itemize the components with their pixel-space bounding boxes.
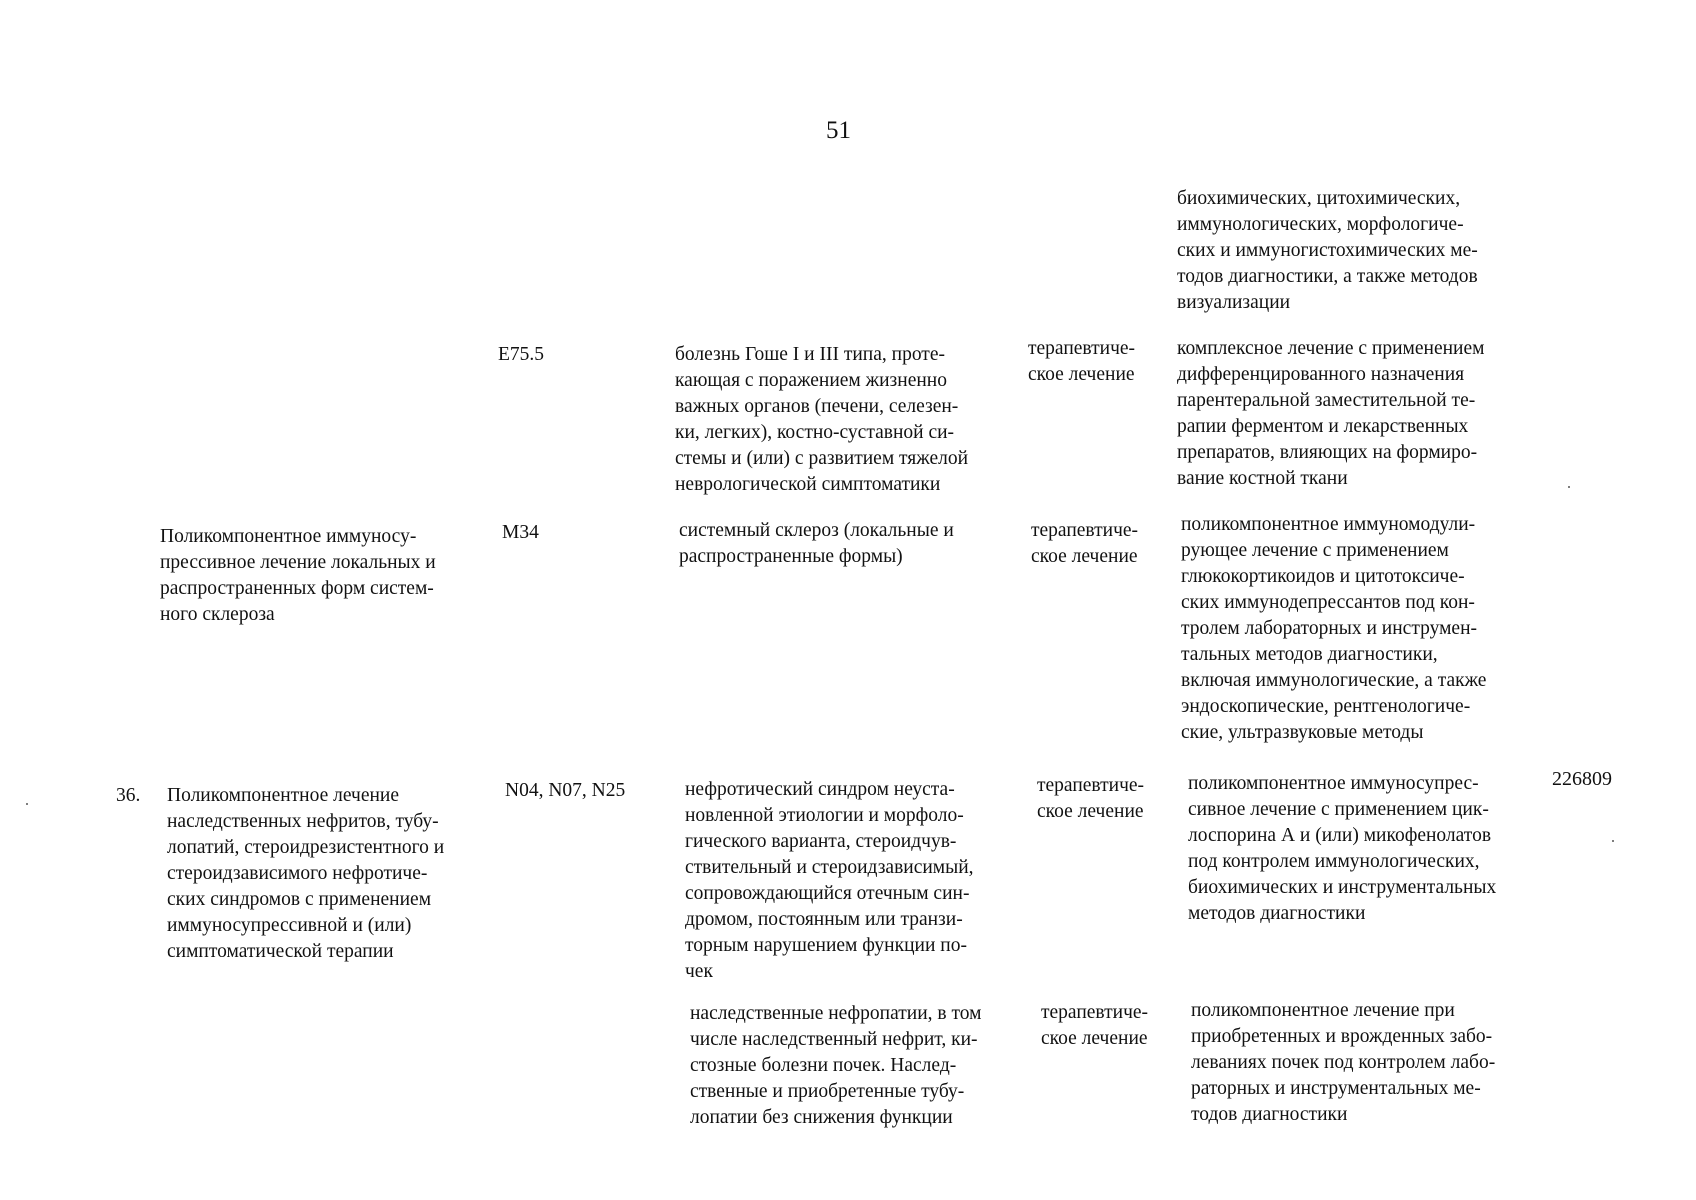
treatment-type-cell: терапевтиче- ское лечение: [1031, 520, 1139, 567]
row-number: 36.: [116, 785, 141, 806]
scan-speck: [1568, 486, 1570, 488]
diagnosis-cell: системный склероз (локальные и распространенные формы): [679, 520, 954, 567]
page-number: 51: [826, 117, 851, 144]
treatment-name-cell: Поликомпонентное лечение наследственных нефритов, тубу- лопатий, стероидрезистентного и стероидзависимого нефротиче- ских синдромов с применением иммуносупрессивной и (или) симптоматической терапии: [167, 785, 445, 962]
treatment-type-cell: терапевтиче- ское лечение: [1028, 338, 1136, 385]
diagnosis-cell: болезнь Гоше I и III типа, проте- кающая с поражением жизненно важных органов (печени, селезен- ки, легких), костно-суставной си- стемы и (или) с развитием тяжелой неврологической симптоматики: [675, 344, 969, 495]
cost-cell: 226809: [1552, 768, 1612, 790]
code-cell: M34: [502, 522, 539, 543]
code-cell: N04, N07, N25: [505, 780, 626, 801]
method-cell: поликомпонентное лечение при приобретенных и врожденных забо- леваниях почек под контролем лабо- раторных и инструментальных ме- тодов диагностики: [1191, 1000, 1496, 1125]
treatment-type-cell: терапевтиче- ское лечение: [1041, 1002, 1149, 1049]
scan-speck: [26, 803, 28, 805]
method-cell: комплексное лечение с применением дифференцированного назначения парентеральной заместительной те- рапии ферментом и лекарственных препаратов, влияющих на формиро- вание костной ткани: [1177, 338, 1485, 489]
treatment-name-cell: Поликомпонентное иммуносу- прессивное лечение локальных и распространенных форм систем- ного склероза: [160, 526, 436, 625]
method-cell: поликомпонентное иммуносупрес- сивное лечение с применением цик- лоспорина А и (или) микофенолатов под контролем иммунологических, биохимических и инструментальных методов диагностики: [1188, 773, 1497, 924]
diagnosis-cell: нефротический синдром неуста- новленной этиологии и морфоло- гического варианта, стероидчув- ствительный и стероидзависимый, сопровождающийся отечным син- дромом, постоянным или транзи- торным нарушением функции по- чек: [685, 779, 974, 982]
code-cell: E75.5: [498, 344, 545, 365]
method-cell: поликомпонентное иммуномодули- рующее лечение с применением глюкокортикоидов и цитотоксиче- ских иммунодепрессантов под кон- тролем лабораторных и инструмен- тальных методов диагностики, включая иммунологические, а также эндоскопические, рентгенологиче- ские, ультразвуковые методы: [1181, 514, 1487, 743]
method-cell: биохимических, цитохимических, иммунологических, морфологиче- ских и иммуногистохимических ме- тодов диагностики, а также методов визуализации: [1177, 188, 1478, 313]
scan-speck: [1612, 840, 1614, 842]
diagnosis-cell: наследственные нефропатии, в том числе наследственный нефрит, ки- стозные болезни почек. Наслед- ственные и приобретенные тубу- лопатии без снижения функции: [690, 1003, 982, 1128]
treatment-type-cell: терапевтиче- ское лечение: [1037, 775, 1145, 822]
